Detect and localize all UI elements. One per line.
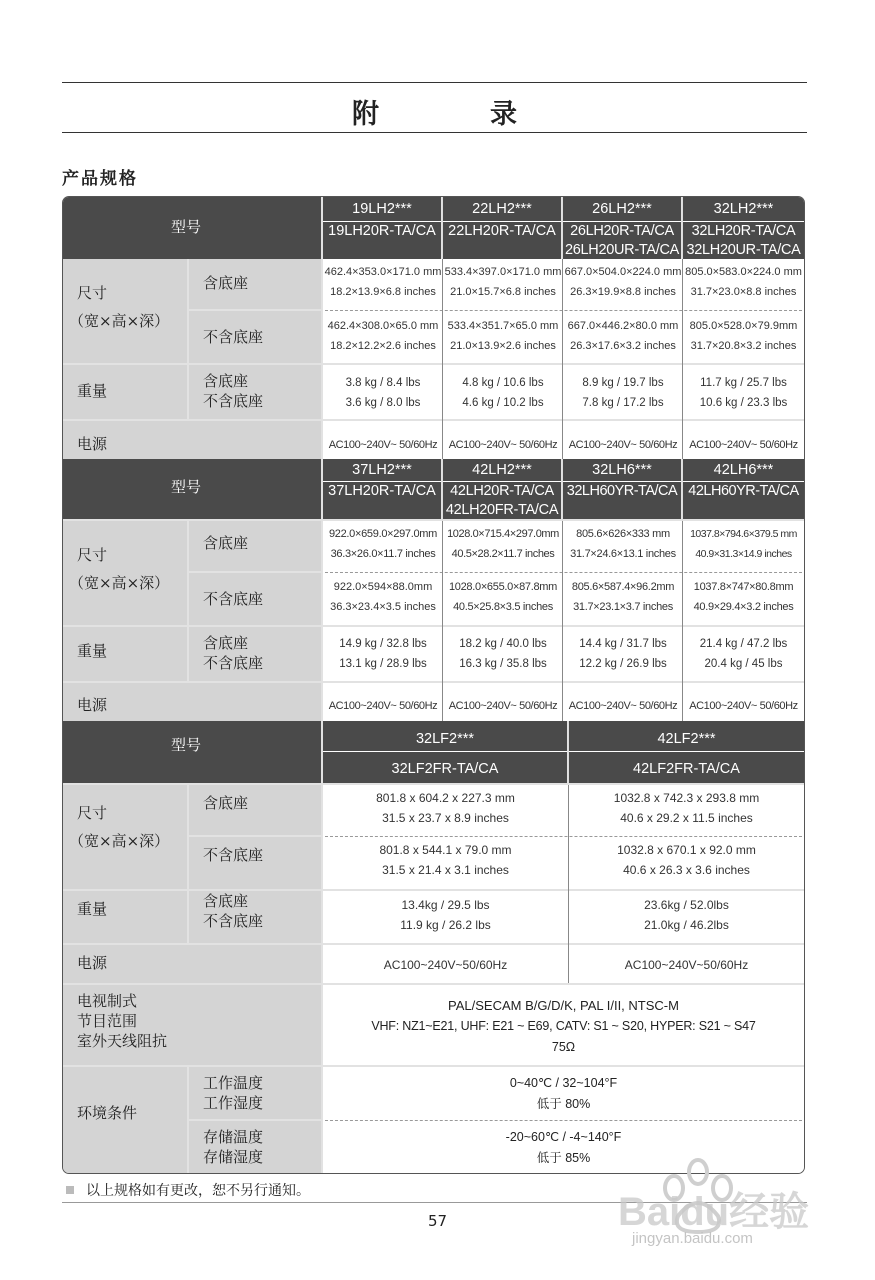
weight-value [683,373,804,413]
with-stand-cell [189,259,321,309]
weight-value [569,895,804,935]
with-stand-label: 含底座 [203,274,249,292]
op-temp-value: 0~40℃ / 32~104°F [509,1076,618,1090]
size-value [323,788,568,828]
model-series: 32LH2*** [683,197,804,221]
size-value [443,524,563,564]
size-sublabel: （宽×高×深） [69,832,170,850]
column-divider [682,459,683,521]
column-divider [562,459,563,521]
model-line: 42LH60YR-TA/CA [688,483,799,499]
footnote [66,1180,310,1200]
weight-without: 20.4 kg / 45 lbs [704,658,783,670]
size-value [323,577,443,617]
column-divider [682,521,683,721]
model-series: 32LH6*** [563,459,681,481]
weight-label: 重量 [77,382,108,400]
weight-value [443,634,563,674]
op-temp-label: 工作温度 [203,1074,264,1092]
section-title: 产品规格 [62,169,138,189]
weight-sub-cell [189,627,321,681]
weight-with: 21.4 kg / 47.2 lbs [699,638,788,650]
size-mm: 805.6×587.4×96.2mm [571,581,675,593]
size-value [563,524,683,564]
without-stand-cell [189,311,321,363]
size-mm: 667.0×504.0×224.0 mm [564,266,682,278]
model-number [323,481,441,519]
size-mm: 533.4×351.7×65.0 mm [447,320,559,332]
without-stand-label: 不含底座 [203,912,264,930]
op-humidity-value: 低于 80% [536,1097,591,1111]
size-inch: 21.0×15.7×6.8 inches [450,286,556,298]
weight-value [323,373,443,413]
size-label: 尺寸 [77,284,108,302]
weight-sub-cell [189,365,321,419]
weight-without: 4.6 kg / 10.2 lbs [462,397,544,409]
size-value [683,577,804,617]
environment-label-cell [63,1067,187,1173]
weight-with: 4.8 kg / 10.6 lbs [462,377,544,389]
model-series: 37LH2*** [323,459,441,481]
size-mm: 1037.8×794.6×379.5 mm [690,528,797,540]
tv-system-value: PAL/SECAM B/G/D/K, PAL I/II, NTSC-M [448,998,679,1013]
without-stand-label: 不含底座 [203,846,264,864]
model-series: 19LH2*** [323,197,441,221]
st-humidity-value: 低于 85% [536,1151,591,1165]
size-mm: 667.0×446.2×80.0 mm [567,320,679,332]
size-mm: 805.0×528.0×79.9mm [689,320,798,332]
column-divider [562,197,563,259]
model-number [569,751,804,783]
with-stand-label: 含底座 [203,634,249,652]
model-series: 42LH2*** [443,459,561,481]
model-series: 26LH2*** [563,197,681,221]
column-divider [682,197,683,259]
size-value [323,316,443,356]
top-rule [62,82,807,83]
column-divider [682,259,683,459]
model-series: 42LH6*** [683,459,804,481]
column-divider [442,259,443,459]
model-line: 32LF2FR-TA/CA [391,761,499,777]
weight-with: 11.7 kg / 25.7 lbs [700,377,787,389]
model-line: 26LH20UR-TA/CA [565,242,679,258]
without-stand-cell [189,573,321,625]
power-value: AC100~240V~ 50/60Hz [328,439,438,451]
size-inch: 26.3×17.6×3.2 inches [570,340,676,352]
model-line: 32LH60YR-TA/CA [566,483,678,499]
footnote-text: 以上规格如有更改，恕不另行通知。 [86,1183,310,1199]
weight-without: 11.9 kg / 26.2 lbs [400,918,491,932]
size-label: 尺寸 [77,546,108,564]
power-value: AC100~240V~ 50/60Hz [568,439,678,451]
weight-value [323,895,568,935]
size-label: 尺寸 [77,804,108,822]
size-mm: 1037.8×747×80.8mm [693,581,794,593]
power-label: 电源 [77,954,108,972]
size-value [443,316,563,356]
power-label-cell [63,683,321,721]
size-inch: 40.6 x 26.3 x 3.6 inches [623,863,750,877]
size-inch: 36.3×26.0×11.7 inches [330,548,436,560]
size-value [443,577,563,617]
size-inch: 40.5×25.8×3.5 inches [453,601,553,613]
power-value: AC100~240V~50/60Hz [383,958,508,972]
size-mm: 922.0×659.0×297.0mm [328,528,438,540]
model-line: 22LH20R-TA/CA [448,223,556,239]
model-header-cell [63,459,321,519]
size-mm: 462.4×308.0×65.0 mm [327,320,439,332]
size-value [683,524,804,564]
power-value: AC100~240V~ 50/60Hz [448,700,558,712]
weight-label: 重量 [77,900,108,918]
size-mm: 805.0×583.0×224.0 mm [685,266,802,278]
size-inch: 40.6 x 29.2 x 11.5 inches [620,811,753,825]
column-divider [442,521,443,721]
weight-label-cell [63,365,187,419]
dashed-divider [325,310,802,311]
with-stand-cell [189,785,321,835]
size-mm: 1028.0×655.0×87.8mm [448,581,558,593]
size-mm: 801.8 x 604.2 x 227.3 mm [376,791,515,805]
model-label: 型号 [171,218,202,236]
without-stand-label: 不含底座 [203,328,264,346]
model-series: 22LH2*** [443,197,561,221]
tv-system-label: 电视制式 [77,992,138,1010]
spec-table [62,196,805,1174]
model-number [563,221,681,259]
size-value [569,788,804,828]
weight-label-cell [63,627,187,681]
model-line: 19LH20R-TA/CA [328,223,436,239]
power-label-cell [63,421,321,459]
weight-label-cell [63,891,187,943]
weight-with: 14.4 kg / 31.7 lbs [579,638,667,650]
storage-cell [189,1121,321,1173]
model-number [563,481,681,519]
power-label: 电源 [77,435,108,453]
weight-value [683,634,804,674]
operating-values [323,1073,804,1115]
common-values [323,995,804,1058]
size-inch: 18.2×13.9×6.8 inches [330,286,436,298]
weight-value [563,634,683,674]
weight-with: 8.9 kg / 19.7 lbs [582,377,664,389]
weight-sub-cell [189,891,321,943]
program-range-value: VHF: NZ1~E21, UHF: E21 ~ E69, CATV: S1 ~ S20, HYPER: S21 ~ S47 [371,1019,756,1033]
model-label: 型号 [171,736,202,754]
st-humidity-label: 存储湿度 [203,1148,264,1166]
model-line: 42LH20FR-TA/CA [445,502,559,518]
watermark-brand: Baidu经验 [618,1190,810,1234]
model-header-cell [63,197,321,259]
size-mm: 922.0×594×88.0mm [333,581,433,593]
model-label: 型号 [171,478,202,496]
model-line: 42LH20R-TA/CA [450,483,554,499]
weight-with: 14.9 kg / 32.8 lbs [339,638,427,650]
size-inch: 26.3×19.9×8.8 inches [570,286,676,298]
power-value: AC100~240V~ 50/60Hz [448,439,558,451]
size-sublabel: （宽×高×深） [69,312,170,330]
column-divider [442,459,443,521]
st-temp-value: -20~60℃ / -4~140°F [505,1130,622,1144]
weight-with: 18.2 kg / 40.0 lbs [459,638,547,650]
model-header-cell [63,721,321,783]
size-mm: 462.4×353.0×171.0 mm [324,266,442,278]
size-inch: 31.5 x 21.4 x 3.1 inches [382,863,509,877]
antenna-value: 75Ω [551,1040,576,1054]
size-value [563,577,683,617]
column-divider [568,785,569,983]
weight-without: 7.8 kg / 17.2 lbs [582,397,664,409]
size-label-cell [63,785,187,889]
size-inch: 36.3×23.4×3.5 inches [330,601,436,613]
tv-system-label-cell [63,985,321,1065]
model-line: 32LH20UR-TA/CA [686,242,801,258]
power-value: AC100~240V~ 50/60Hz [689,439,798,451]
column-divider [562,521,563,721]
weight-value [323,634,443,674]
power-label: 电源 [77,696,108,714]
environment-label: 环境条件 [77,1104,138,1122]
size-sublabel: （宽×高×深） [69,574,170,592]
title-rule [62,132,807,133]
operating-cell [189,1067,321,1119]
weight-without: 10.6 kg / 23.3 lbs [699,397,788,409]
model-number [683,481,804,519]
dashed-divider [325,836,802,837]
dashed-divider [325,572,802,573]
model-number [323,751,567,783]
size-value [323,524,443,564]
size-value [563,262,683,302]
size-value [563,316,683,356]
weight-without: 13.1 kg / 28.9 lbs [339,658,427,670]
without-stand-label: 不含底座 [203,590,264,608]
weight-without: 12.2 kg / 26.9 lbs [579,658,667,670]
size-value [443,262,563,302]
size-mm: 533.4×397.0×171.0 mm [444,266,562,278]
model-number [683,221,804,259]
page-title: 附 录 [352,99,559,130]
size-inch: 40.9×31.3×14.9 inches [695,548,792,560]
weight-label: 重量 [77,642,108,660]
page-number: 57 [427,1212,448,1230]
power-value: AC100~240V~ 50/60Hz [328,700,438,712]
size-inch: 31.7×24.6×13.1 inches [570,548,676,560]
model-line: 42LF2FR-TA/CA [633,761,740,777]
antenna-label: 室外天线阻抗 [77,1032,168,1050]
size-inch: 31.7×20.8×3.2 inches [690,340,797,352]
weight-with: 3.8 kg / 8.4 lbs [345,377,421,389]
size-value [323,840,568,880]
size-value [323,262,443,302]
size-mm: 1032.8 x 742.3 x 293.8 mm [613,791,760,805]
size-inch: 40.5×28.2×11.7 inches [451,548,555,560]
without-stand-cell [189,837,321,889]
weight-value [443,373,563,413]
without-stand-label: 不含底座 [203,654,264,672]
weight-with: 13.4kg / 29.5 lbs [401,898,490,912]
column-divider [562,259,563,459]
model-number [443,481,561,519]
size-inch: 31.7×23.0×8.8 inches [690,286,797,298]
weight-without: 16.3 kg / 35.8 lbs [459,658,547,670]
power-value: AC100~240V~ 50/60Hz [689,700,798,712]
with-stand-label: 含底座 [203,892,249,910]
weight-value [563,373,683,413]
watermark [612,1150,862,1250]
watermark-url: jingyan.baidu.com [632,1230,753,1247]
size-value [683,316,804,356]
model-number [323,221,441,259]
program-range-label: 节目范围 [77,1012,138,1030]
weight-with: 23.6kg / 52.0lbs [644,898,729,912]
weight-without: 21.0kg / 46.2lbs [644,918,729,932]
size-label-cell [63,521,187,625]
size-inch: 31.5 x 23.7 x 8.9 inches [382,811,509,825]
bullet-square-icon [66,1186,74,1194]
size-label-cell [63,259,187,363]
power-label-cell [63,945,321,983]
model-line: 32LH20R-TA/CA [691,223,796,239]
with-stand-label: 含底座 [203,534,249,552]
with-stand-cell [189,521,321,571]
size-mm: 1028.0×715.4×297.0mm [447,528,559,540]
power-value: AC100~240V~ 50/60Hz [568,700,678,712]
size-mm: 801.8 x 544.1 x 79.0 mm [379,843,512,857]
size-mm: 805.6×626×333 mm [576,528,670,540]
size-inch: 21.0×13.9×2.6 inches [450,340,556,352]
weight-without: 3.6 kg / 8.0 lbs [345,397,421,409]
dashed-divider [325,1120,802,1121]
with-stand-label: 含底座 [203,794,249,812]
model-series: 42LF2*** [569,721,804,751]
size-inch: 31.7×23.1×3.7 inches [573,601,673,613]
size-inch: 18.2×12.2×2.6 inches [330,340,436,352]
st-temp-label: 存储温度 [203,1128,264,1146]
model-line: 37LH20R-TA/CA [328,483,436,499]
op-humidity-label: 工作湿度 [203,1094,264,1112]
without-stand-label: 不含底座 [203,392,264,410]
with-stand-label: 含底座 [203,372,249,390]
model-line: 26LH20R-TA/CA [570,223,674,239]
column-divider [568,721,569,783]
model-series: 32LF2*** [323,721,567,751]
size-value [569,840,804,880]
size-inch: 40.9×29.4×3.2 inches [693,601,794,613]
size-value [683,262,804,302]
model-number [443,221,561,259]
column-divider [442,197,443,259]
power-value: AC100~240V~50/60Hz [624,958,749,972]
size-mm: 1032.8 x 670.1 x 92.0 mm [617,843,756,857]
